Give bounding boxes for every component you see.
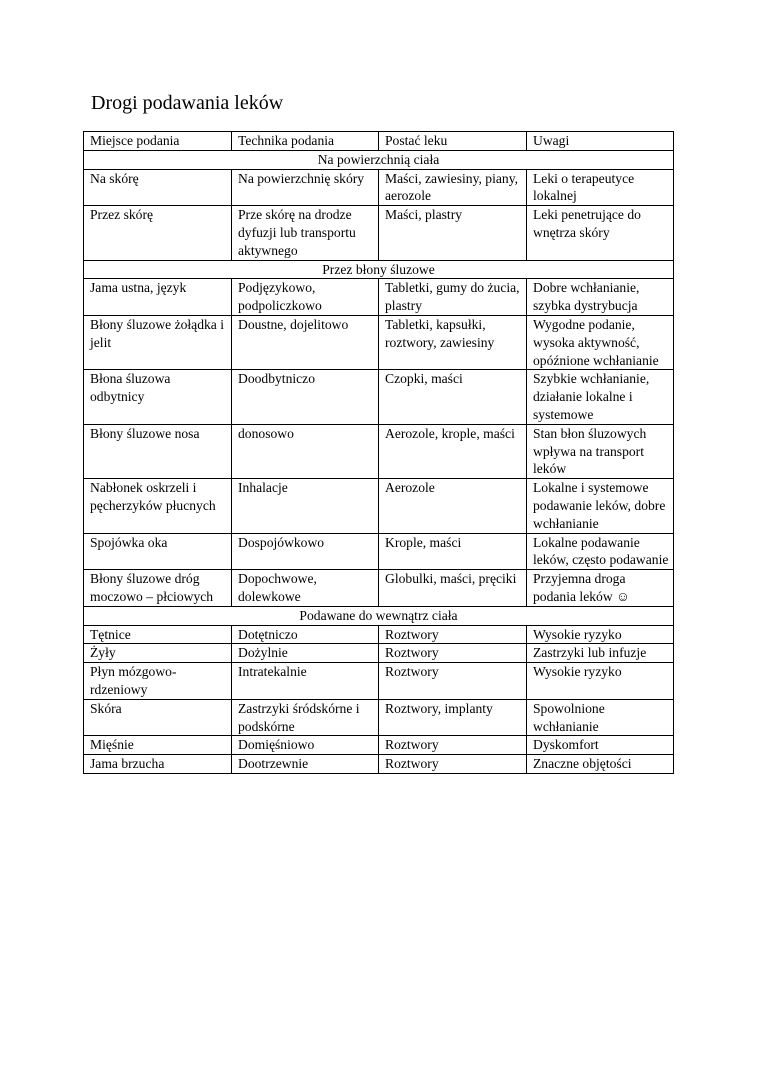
- header-cell-form: Postać leku: [379, 132, 527, 151]
- table-row: [84, 424, 674, 478]
- cell-notes: Leki penetrujące do wnętrza skóry: [527, 206, 674, 260]
- cell-form: Tabletki, kapsułki, roztwory, zawiesiny: [379, 315, 527, 369]
- cell-site: Błona śluzowa odbytnicy: [84, 370, 232, 424]
- cell-notes: Leki o terapeutyce lokalnej: [527, 169, 674, 206]
- section-title: Podawane do wewnątrz ciała: [84, 606, 674, 625]
- cell-form: Roztwory: [379, 736, 527, 755]
- cell-site: Błony śluzowe nosa: [84, 424, 232, 478]
- cell-notes: Lokalne i systemowe podawanie leków, dobre wchłanianie: [527, 479, 674, 533]
- table-row: [84, 625, 674, 644]
- header-cell-notes: Uwagi: [527, 132, 674, 151]
- cell-site: Mięśnie: [84, 736, 232, 755]
- cell-site: Błony śluzowe dróg moczowo – płciowych: [84, 570, 232, 607]
- table-row: [84, 570, 674, 607]
- cell-site: Tętnice: [84, 625, 232, 644]
- cell-technique: Doodbytniczo: [232, 370, 379, 424]
- cell-site: Płyn mózgowo-rdzeniowy: [84, 663, 232, 700]
- table-row: [84, 206, 674, 260]
- cell-form: Maści, plastry: [379, 206, 527, 260]
- table-row: [84, 736, 674, 755]
- cell-site: Jama brzucha: [84, 755, 232, 774]
- section-row: [84, 260, 674, 279]
- table-row: [84, 755, 674, 774]
- cell-notes: Stan błon śluzowych wpływa na transport leków: [527, 424, 674, 478]
- table-row: [84, 479, 674, 533]
- cell-form: Roztwory: [379, 663, 527, 700]
- cell-technique: Dożylnie: [232, 644, 379, 663]
- cell-technique: Dopochwowe, dolewkowe: [232, 570, 379, 607]
- cell-technique: Domięśniowo: [232, 736, 379, 755]
- cell-form: Aerozole: [379, 479, 527, 533]
- cell-notes: Szybkie wchłanianie, działanie lokalne i systemowe: [527, 370, 674, 424]
- drug-routes-table: [83, 131, 674, 774]
- cell-site: Żyły: [84, 644, 232, 663]
- cell-notes: Spowolnione wchłanianie: [527, 699, 674, 736]
- header-cell-technique: Technika podania: [232, 132, 379, 151]
- cell-form: Aerozole, krople, maści: [379, 424, 527, 478]
- header-cell-site: Miejsce podania: [84, 132, 232, 151]
- cell-technique: Inhalacje: [232, 479, 379, 533]
- cell-notes: Przyjemna droga podania leków ☺: [527, 570, 674, 607]
- table-row: [84, 644, 674, 663]
- section-row: [84, 150, 674, 169]
- table-row: [84, 315, 674, 369]
- cell-notes: Znaczne objętości: [527, 755, 674, 774]
- cell-site: Błony śluzowe żołądka i jelit: [84, 315, 232, 369]
- cell-technique: Podjęzykowo, podpoliczkowo: [232, 279, 379, 316]
- cell-site: Skóra: [84, 699, 232, 736]
- cell-form: Roztwory, implanty: [379, 699, 527, 736]
- cell-form: Globulki, maści, pręciki: [379, 570, 527, 607]
- cell-notes: Dyskomfort: [527, 736, 674, 755]
- cell-notes: Wysokie ryzyko: [527, 625, 674, 644]
- cell-notes: Lokalne podawanie leków, często podawanie: [527, 533, 674, 570]
- table-row: [84, 370, 674, 424]
- cell-technique: Dotętniczo: [232, 625, 379, 644]
- cell-site: Spojówka oka: [84, 533, 232, 570]
- cell-technique: Doustne, dojelitowo: [232, 315, 379, 369]
- table-row: [84, 699, 674, 736]
- cell-technique: donosowo: [232, 424, 379, 478]
- cell-form: Tabletki, gumy do żucia, plastry: [379, 279, 527, 316]
- cell-notes: Zastrzyki lub infuzje: [527, 644, 674, 663]
- cell-form: Maści, zawiesiny, piany, aerozole: [379, 169, 527, 206]
- cell-site: Jama ustna, język: [84, 279, 232, 316]
- table-body: [84, 150, 674, 773]
- section-title: Przez błony śluzowe: [84, 260, 674, 279]
- cell-technique: Dootrzewnie: [232, 755, 379, 774]
- cell-technique: Zastrzyki śródskórne i podskórne: [232, 699, 379, 736]
- cell-technique: Na powierzchnię skóry: [232, 169, 379, 206]
- table-row: [84, 663, 674, 700]
- section-title: Na powierzchnią ciała: [84, 150, 674, 169]
- cell-form: Roztwory: [379, 644, 527, 663]
- cell-notes: Dobre wchłanianie, szybka dystrybucja: [527, 279, 674, 316]
- cell-technique: Prze skórę na drodze dyfuzji lub transportu aktywnego: [232, 206, 379, 260]
- cell-technique: Intratekalnie: [232, 663, 379, 700]
- section-row: [84, 606, 674, 625]
- cell-notes: Wygodne podanie, wysoka aktywność, opóźnione wchłanianie: [527, 315, 674, 369]
- table-header-row: [84, 132, 674, 151]
- cell-form: Czopki, maści: [379, 370, 527, 424]
- cell-site: Na skórę: [84, 169, 232, 206]
- cell-site: Przez skórę: [84, 206, 232, 260]
- table-row: [84, 279, 674, 316]
- cell-notes: Wysokie ryzyko: [527, 663, 674, 700]
- cell-site: Nabłonek oskrzeli i pęcherzyków płucnych: [84, 479, 232, 533]
- cell-form: Roztwory: [379, 755, 527, 774]
- table-row: [84, 533, 674, 570]
- cell-technique: Dospojówkowo: [232, 533, 379, 570]
- cell-form: Krople, maści: [379, 533, 527, 570]
- cell-form: Roztwory: [379, 625, 527, 644]
- page-title: Drogi podawania leków: [91, 92, 284, 114]
- table-row: [84, 169, 674, 206]
